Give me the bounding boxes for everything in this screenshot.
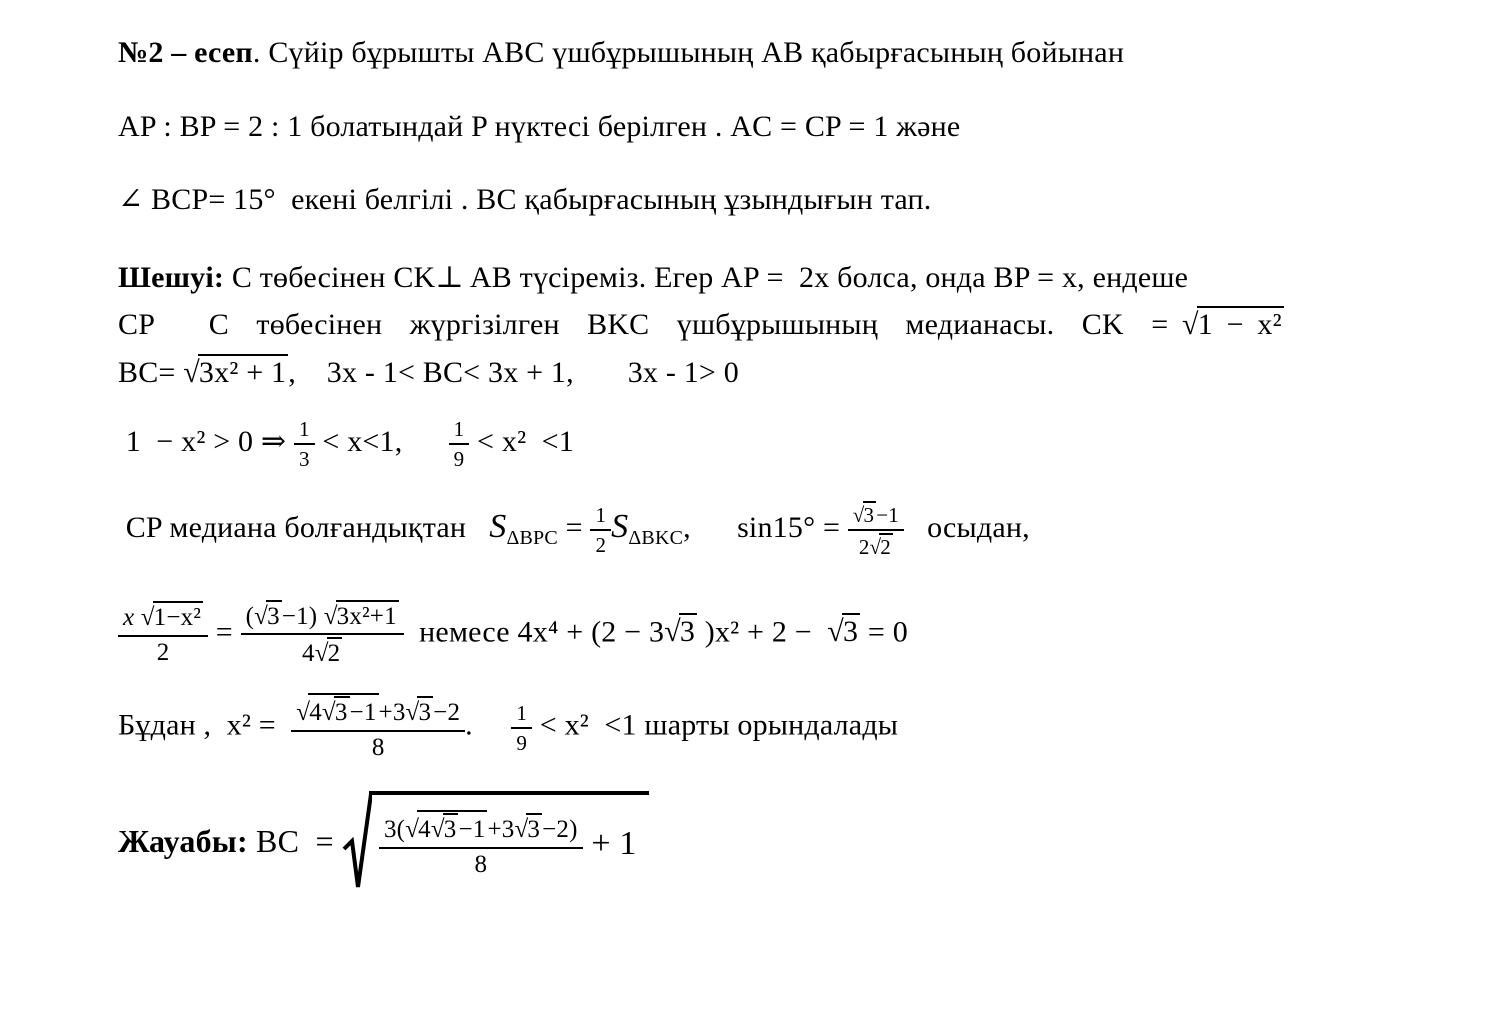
- fraction-one-half: [590, 503, 611, 557]
- solution-line-5: [118, 501, 1438, 559]
- sqrt-3-body: 3: [842, 615, 859, 649]
- equals-sign: =: [208, 615, 241, 649]
- sqrt-3: [664, 615, 697, 648]
- sqrt-3x2-plus-1-body: 3x² + 1: [198, 355, 287, 389]
- answer-fraction: [379, 810, 583, 880]
- fraction-denominator: 3: [298, 447, 310, 472]
- x-squared-fraction: [291, 693, 465, 763]
- sqrt-2: [315, 640, 343, 667]
- radical-sign: √: [321, 699, 336, 727]
- budan-lead-text: Бұдан , x² =: [118, 708, 292, 742]
- answer-label: Жауабы:: [118, 822, 248, 859]
- minus-one-text: −1: [458, 815, 486, 843]
- sqrt-3-body: 3: [417, 696, 433, 726]
- problem-intro-text: . Сүйір бұрышты ABC үшбұрышының AB қабырғасының бойынан: [252, 36, 1125, 69]
- x-squared-denominator: 8: [371, 733, 385, 761]
- sqrt-body: 1−x²: [153, 601, 203, 631]
- two-text: 2: [858, 535, 870, 560]
- fraction-numerator: 1: [511, 701, 532, 729]
- fraction-numerator: 1: [449, 417, 470, 445]
- plus-three-text: +3: [487, 815, 515, 843]
- sqrt-3-body: 3: [266, 600, 282, 630]
- solution-line-1: [118, 259, 1438, 297]
- solution-line-2: [118, 306, 1438, 344]
- answer-big-sqrt: [342, 791, 649, 891]
- area-subscript-bkc: ΔBKC: [628, 527, 684, 550]
- four-text: 4: [302, 640, 315, 668]
- sqrt-body: 3x²+1: [336, 600, 399, 630]
- plus-one-text: + 1: [582, 825, 637, 863]
- fraction-denominator: 9: [453, 447, 465, 472]
- radical-sign: √: [514, 815, 529, 843]
- left-fraction: [118, 601, 208, 668]
- x-variable: x: [123, 604, 141, 632]
- fraction-numerator: 1: [590, 503, 611, 531]
- radical-sign: √: [664, 615, 681, 649]
- comma-text: ,: [683, 511, 738, 545]
- equals-zero-text: = 0: [860, 615, 908, 649]
- radical-sign: √: [140, 604, 155, 632]
- radical-sign: √: [183, 355, 200, 389]
- left-fraction-denominator: 2: [156, 638, 170, 666]
- right-fraction-denominator: [241, 635, 404, 669]
- radical-sign: √: [1182, 308, 1199, 341]
- inner-sqrt-3: [431, 816, 459, 843]
- area-symbol: S: [611, 508, 629, 546]
- problem-angle-text: ∠ BCP= 15° екені белгілі . BC қабырғасының ұзындығын тап.: [118, 183, 932, 216]
- period-text: .: [465, 708, 512, 742]
- answer-sqrt-body: [369, 791, 649, 891]
- radical-sign: √: [827, 615, 844, 649]
- solution-line-6: [118, 600, 1438, 670]
- solution-step2-text: CP C төбесінен жүргізілген BKC үшбұрышының медианасы. CK =: [118, 308, 1183, 341]
- sqrt-1-minus-x2-body: 1 − x²: [1197, 308, 1282, 341]
- fraction-denominator: 2: [595, 533, 607, 558]
- sqrt-3: [254, 603, 282, 630]
- sqrt-3-body: 3: [526, 813, 542, 843]
- radical-sign: √: [405, 815, 420, 843]
- sin15-lead-text: sin15° =: [737, 511, 848, 545]
- three-paren-text: 3(: [383, 815, 406, 843]
- radical-sign: √: [254, 602, 269, 630]
- outer-sqrt-body: [417, 810, 487, 843]
- minus-two-paren-text: −2): [542, 815, 578, 843]
- sqrt-3x2-plus-1: [324, 603, 399, 630]
- x-squared-numerator: [291, 693, 465, 732]
- answer-fraction-denominator: 8: [474, 850, 488, 878]
- sqrt-3-body: 3: [679, 615, 696, 649]
- right-fraction: [241, 600, 404, 670]
- inequality-lead-text: 1 − x² > 0 ⇒: [118, 425, 294, 459]
- radical-sign: √: [869, 535, 882, 560]
- radical-sign: √: [296, 699, 311, 727]
- solution-line-7: [118, 693, 1438, 763]
- big-radical-sign: [342, 791, 372, 891]
- four-text: 4: [418, 815, 431, 843]
- fraction-one-ninth: [449, 417, 470, 471]
- sqrt-3: [853, 503, 876, 527]
- area-subscript-bpc: ΔBPC: [506, 527, 558, 550]
- left-fraction-numerator: [118, 601, 208, 637]
- solution-line-4: [118, 417, 1438, 471]
- sqrt-2-body: 2: [327, 637, 343, 667]
- sin15-fraction: [848, 501, 904, 559]
- problem-statement-line-3: [118, 181, 1438, 219]
- sqrt-3-body: 3: [863, 503, 875, 528]
- sqrt-1-minus-x2: [141, 604, 203, 631]
- fraction-one-ninth: [511, 701, 532, 755]
- radical-sign: √: [314, 640, 329, 668]
- outer-sqrt: [405, 816, 487, 843]
- sqrt-3-body: 3: [334, 696, 350, 726]
- radical-sign: √: [430, 815, 445, 843]
- condition-text: < x² <1 шарты орындалады: [532, 708, 899, 742]
- problem-number-label: №2 – есеп: [118, 36, 253, 69]
- sqrt-2: [870, 535, 893, 559]
- sqrt-3: [406, 699, 434, 726]
- radical-sign: √: [323, 602, 338, 630]
- sqrt-3: [827, 615, 860, 648]
- minus-one-text: −1: [876, 503, 899, 528]
- sin15-numerator: [848, 501, 904, 531]
- solution-line-3: [118, 354, 1438, 392]
- answer-line: [118, 791, 1438, 891]
- osydan-text: осыдан,: [903, 511, 1030, 545]
- problem-ratio-text: AP : BP = 2 : 1 болатындай P нүктесі берілген . AC = CP = 1 және: [118, 109, 961, 143]
- equation-mid-text: )x² + 2 −: [697, 615, 828, 649]
- four-text: 4: [309, 699, 322, 727]
- solution-label: Шешуі:: [118, 260, 225, 294]
- outer-sqrt: [296, 699, 378, 726]
- sqrt-1-minus-x2: [1182, 308, 1284, 341]
- fraction-denominator: 9: [516, 730, 528, 755]
- sin15-denominator: [848, 531, 904, 559]
- plus-three-text: +3: [378, 699, 406, 727]
- sqrt-3-body: 3: [443, 813, 459, 843]
- problem-statement-line-1: [118, 34, 1438, 72]
- radical-sign: √: [405, 699, 420, 727]
- minus-one-text: −1: [349, 699, 377, 727]
- problem-statement-line-2: [118, 108, 1438, 146]
- fraction-numerator: 1: [294, 417, 315, 445]
- bc-equals-text: BC=: [118, 355, 184, 389]
- minus-two-text: −2: [433, 699, 461, 727]
- bc-inequalities-text: , 3x - 1< BC< 3x + 1, 3x - 1> 0: [288, 355, 739, 389]
- inequality-mid-text: < x<1,: [314, 425, 449, 459]
- area-symbol: S: [489, 508, 507, 546]
- paren-open: (: [245, 602, 255, 630]
- right-fraction-numerator: [241, 600, 404, 636]
- inequality-tail-text: < x² <1: [469, 425, 574, 459]
- outer-sqrt-body: [308, 693, 378, 726]
- minus-one-paren: −1): [281, 602, 324, 630]
- sqrt-3: [514, 816, 542, 843]
- median-lead-text: CP медиана болғандықтан: [118, 511, 490, 545]
- fraction-one-third: [294, 417, 315, 471]
- solution-step1-text: C төбесінен CK⊥ AB түсіреміз. Егер AP = 2x болса, онда BP = x, ендеше: [224, 260, 1189, 294]
- answer-bc-equals: BC =: [247, 822, 342, 859]
- inner-sqrt-3: [322, 699, 350, 726]
- radical-sign: √: [852, 503, 865, 528]
- sqrt-3x2-plus-1: [183, 356, 288, 389]
- nemese-equation-text: немесе 4x⁴ + (2 − 3: [403, 615, 665, 649]
- sqrt-2-body: 2: [880, 535, 891, 560]
- equals-sign: =: [557, 511, 591, 545]
- answer-fraction-numerator: [379, 810, 583, 849]
